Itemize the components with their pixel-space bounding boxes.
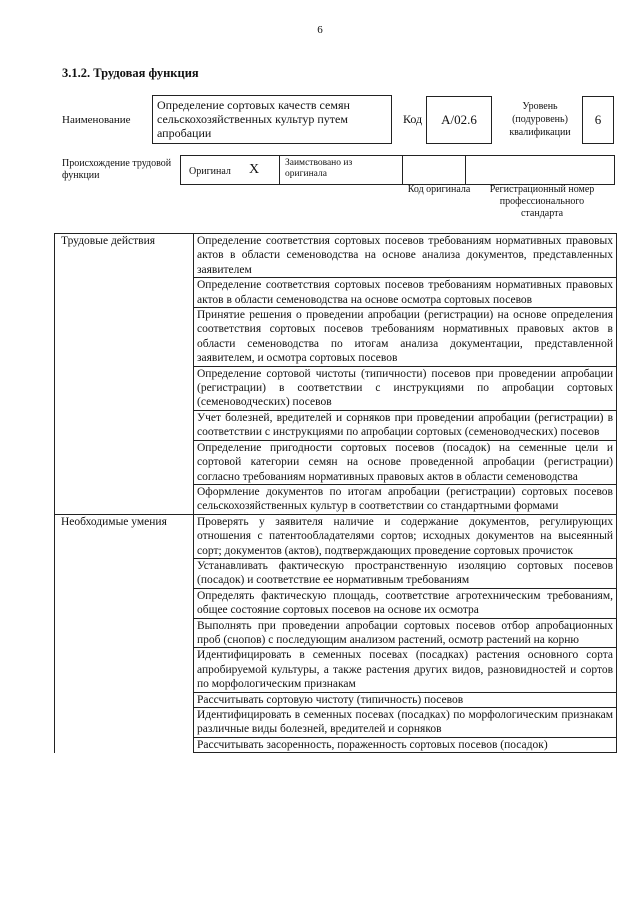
name-label: Наименование — [62, 114, 131, 126]
code-label: Код — [403, 112, 423, 126]
borrowed-label: Заимствовано из оригинала — [285, 158, 353, 179]
table-cell: Устанавливать фактическую пространственную изоляцию сортовых посевов (посадок) и соответствие ее нормативным требованиям — [194, 558, 617, 588]
table-cell: Рассчитывать засоренность, пораженность сортовых посевов (посадок) — [194, 737, 617, 752]
function-name-box — [152, 95, 392, 144]
code-original-caption: Код оригинала — [407, 184, 471, 195]
table-cell: Определение соответствия сортовых посевов требованиям нормативных правовых актов в области семеноводства на основе осмотра сортовых посевов — [194, 278, 617, 308]
table-row — [55, 514, 617, 558]
table-cell: Учет болезней, вредителей и сорняков при проведении апробации (регистрации) в соответствии с инструкциями по апробации сортовых (семеноводческих) посевов — [194, 410, 617, 440]
reg-number-cell — [465, 155, 615, 185]
table-cell: Идентифицировать в семенных посевах (посадках) по морфологическим признакам различные виды болезней, вредителей и сорняков — [194, 708, 617, 738]
table-cell: Принятие решения о проведении апробации (регистрации) на основе определения соответствия сортовых посевов требованиям нормативных правовых актов в области семеноводства по итогам анализа документации, представленной заявителем, и осмотра сортовых посевов — [194, 308, 617, 367]
table-cell: Определение пригодности сортовых посевов (посадок) на семенные цели и сортовой категории семян на основе проведенной апробации (регистрации) согласно требованиям нормативных правовых актов в области семеноводства — [194, 440, 617, 484]
borrowed-cell — [279, 155, 403, 185]
code-original-cell — [402, 155, 466, 185]
section-label: Необходимые умения — [55, 514, 194, 753]
labor-function-table — [54, 233, 617, 753]
original-mark: Х — [249, 162, 260, 177]
table-cell: Рассчитывать сортовую чистоту (типичность) посевов — [194, 692, 617, 707]
table-cell: Определять фактическую площадь, соответствие агротехническим требованиям, общее состояние сортовых посевов на основе их осмотра — [194, 588, 617, 618]
page-number: 6 — [317, 24, 323, 36]
table-cell: Выполнять при проведении апробации сортовых посевов отбор апробационных проб (снопов) с последующим анализом растений, осмотр растений на корню — [194, 618, 617, 648]
code-box — [426, 96, 492, 144]
level-box — [582, 96, 614, 144]
original-cell — [180, 155, 280, 185]
level-label: Уровень (подуровень) квалификации — [509, 101, 571, 138]
table-cell: Определение сортовой чистоты (типичности) посевов при проведении апробации (регистрации) в соответствии с инструкциями по апробации сортовых (семеноводческих) посевов — [194, 366, 617, 410]
table-cell: Определение соответствия сортовых посевов требованиям нормативных правовых актов в области семеноводства на основе анализа документов, представленных заявителем — [194, 234, 617, 278]
origin-label: Происхождение трудовой функции — [62, 158, 172, 181]
level-value: 6 — [594, 112, 602, 127]
section-title: 3.1.2. Трудовая функция — [62, 66, 199, 80]
reg-number-caption: Регистрационный номер профессионального стандарта — [489, 184, 595, 219]
table-cell: Проверять у заявителя наличие и содержание документов, регулирующих отношения с патентообладателями сортов; исходных документов на высеянный сорт; документов (актов), подтверждающих проведение сортовых прочисток — [194, 514, 617, 558]
function-name: Определение сортовых качеств семян сельскохозяйственных культур путем апробации — [157, 98, 350, 140]
code-value: А/02.6 — [441, 112, 477, 127]
table-row — [55, 234, 617, 278]
table-cell: Оформление документов по итогам апробации (регистрации) сортовых посевов сельскохозяйственных культур в соответствии со стандартными формами — [194, 484, 617, 514]
section-label: Трудовые действия — [55, 234, 194, 515]
original-label: Оригинал — [189, 166, 231, 177]
table-cell: Идентифицировать в семенных посевах (посадках) растения основного сорта апробируемой культуры, а также растения других видов, разновидностей и сортов по морфологическим признакам — [194, 648, 617, 692]
